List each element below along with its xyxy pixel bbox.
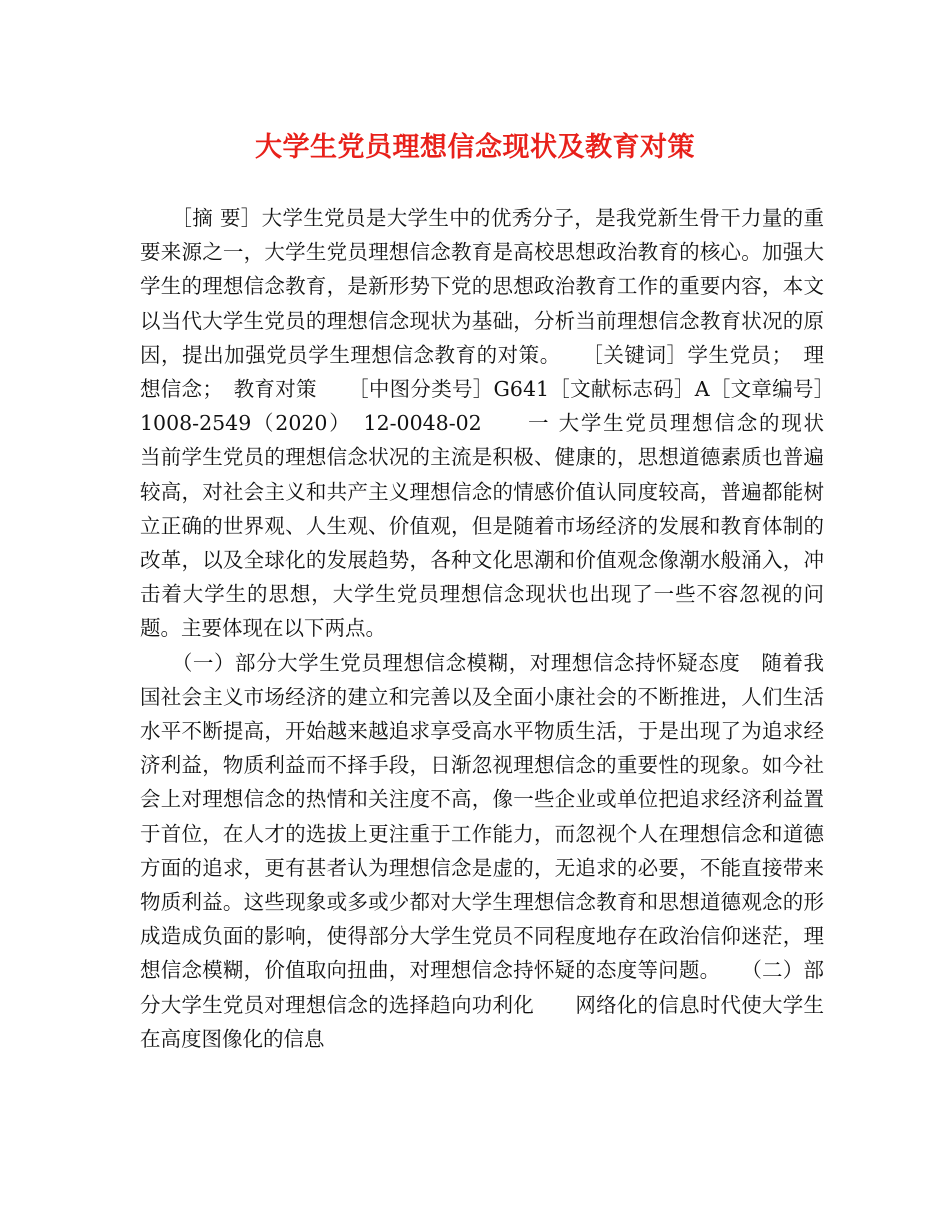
document-title: 大学生党员理想信念现状及教育对策: [255, 132, 695, 163]
document-body: [140, 201, 865, 1056]
paragraph-section-one: （一）部分大学生党员理想信念模糊，对理想信念持怀疑态度 随着我国社会主义市场经济的建立和完善以及全面小康社会的不断推进，人们生活水平不断提高，开始越来越追求享受高水平物质生活，于是出现了为追求经济利益，物质利益而不择手段，日渐忽视理想信念的重要性的现象。如今社会上对理想信念的热情和关注度不高，像一些企业或单位把追求经济利益置于首位，在人才的选拔上更注重于工作能力，而忽视个人在理想信念和道德方面的追求，更有甚者认为理想信念是虚的，无追求的必要，不能直接带来物质利益。这些现象或多或少都对大学生理想信念教育和思想道德观念的形成造成负面的影响，使得部分大学生党员不同程度地存在政治信仰迷茫，理想信念模糊，价值取向扭曲，对理想信念持怀疑的态度等问题。 （二）部分大学生党员对理想信念的选择趋向功利化 网络化的信息时代使大学生在高度图像化的信息: [140, 650, 824, 1051]
paragraph-abstract: ［摘 要］大学生党员是大学生中的优秀分子，是我党新生骨干力量的重要来源之一，大学生党员理想信念教育是高校思想政治教育的核心。加强大学生的理想信念教育，是新形势下党的思想政治教育工作的重要内容，本文以当代大学生党员的理想信念现状为基础，分析当前理想信念教育状况的原因，提出加强党员学生理想信念教育的对策。 ［关键词］学生党员； 理想信念； 教育对策 ［中图分类号］G641［文献标志码］A［文章编号］1008-2549（2020） 12-0048-02 一 大学生党员理想信念的现状 当前学生党员的理想信念状况的主流是积极、健康的，思想道德素质也普遍较高，对社会主义和共产主义理想信念的情感价值认同度较高，普遍都能树立正确的世界观、人生观、价值观，但是随着市场经济的发展和教育体制的改革，以及全球化的发展趋势，各种文化思潮和价值观念像潮水般涌入，冲击着大学生的思想，大学生党员理想信念现状也出现了一些不容忽视的问题。主要体现在以下两点。: [140, 206, 865, 641]
